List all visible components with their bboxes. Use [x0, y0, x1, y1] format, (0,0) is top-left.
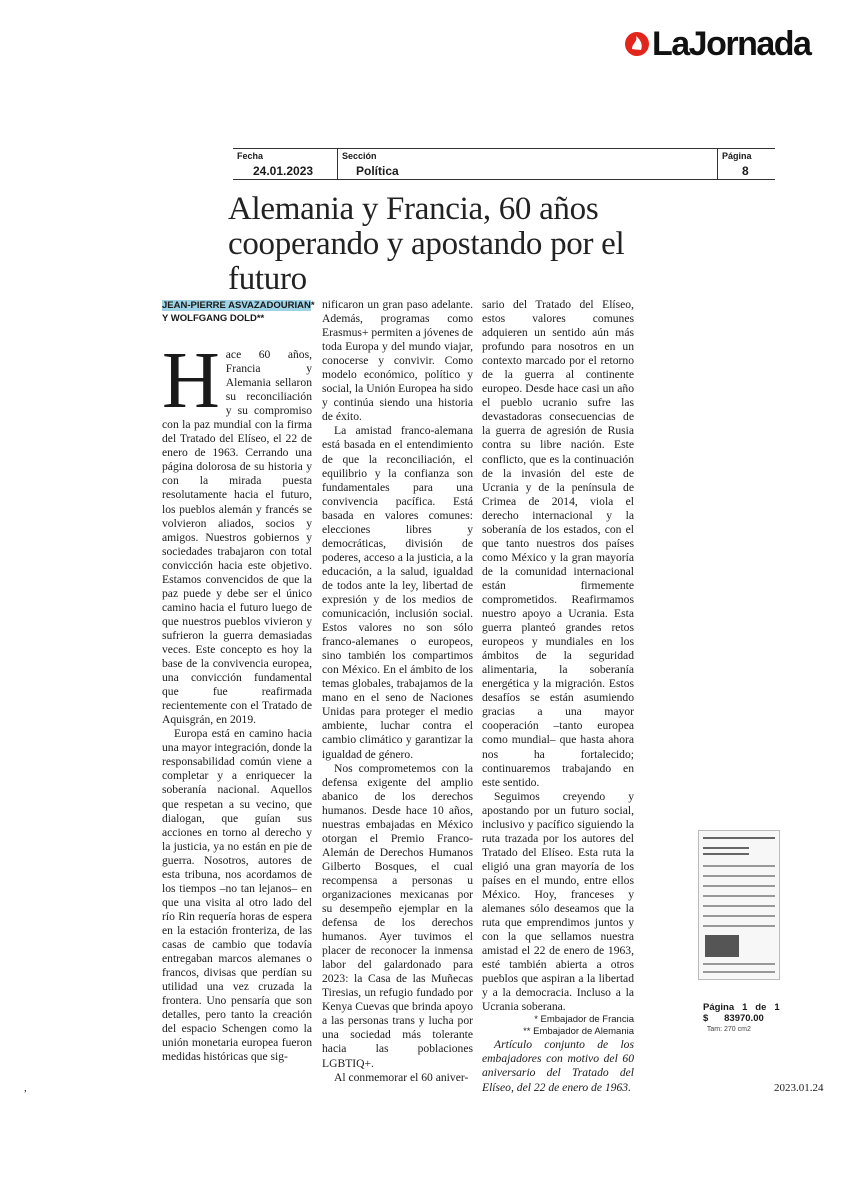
thumbnail-line: [703, 895, 775, 897]
pagina-label: Página: [703, 1002, 735, 1013]
paragraph-text: ace 60 años, Francia y Alemania sellaron su reconciliación y su compromiso con la paz mundial con la firma del Tratado del Elíseo, el 22 de enero de 1963. Cerrando una página dolorosa de su historia y con la mirada puesta resolutamente hacia el futuro, los pueblos alemán y francés se volvieron aliados, socios y amigos. Nuestros gobiernos y sociedades trabajaron con total convicción hacia este objetivo. Estamos convencidos de que la paz puede y debe ser el único camino hacia el futuro luego de que nuestros pueblos vivieron y sufrieron la guerra demasiadas veces. Este concepto es hoy la base de la convivencia europea, una convicción fundamental que fue reafirmada recientemente con el Tratado de Aquisgrán, en 2019.: [162, 348, 312, 727]
tam-label: Tam:: [706, 1026, 723, 1033]
thumbnail-line: [703, 837, 775, 839]
thumbnail-line: [703, 905, 775, 907]
tam-value: 270 cm2: [724, 1026, 751, 1033]
thumbnail-line: [703, 865, 775, 867]
page-thumbnail: [698, 830, 780, 980]
fecha-cell: [233, 149, 337, 179]
paragraph: Seguimos creyendo y apostando por un futuro social, inclusivo y pacífico siguiendo la ruta trazada por los autores del Tratado del Elíseo. Esta ruta la eligió una gran mayoría de los países en el mundo, entre ellos México. Hoy, franceses y alemanes sólo deseamos que la ruta que emprendimos juntos y con la que sellamos nuestra amistad el 22 de enero de 1963, esté también abierta a otros pueblos que aspiran a la libertad y a la democracia. Incluso a la Ucrania soberana.: [482, 789, 634, 1014]
paragraph: La amistad franco-alemana está basada en el entendimiento de que la reconciliación, el equilibrio y la confianza son fundamentales para una convivencia pacífica. Está basada en valores comunes: elecciones libres y democráticas, división de poderes, acceso a la justicia, a la educación, a la salud, igualdad de todos ante la ley, libertad de expresión y de los medios de comunicación, inclusión social. Estos valores no son sólo franco-alemanes o europeos, sino también los compartimos con México. En el ámbito de los temas globales, trabajamos de la mano en el seno de Naciones Unidas para proteger el medio ambiente, luchar contra el cambio climático y garantizar la igualdad de género.: [322, 424, 473, 761]
metadata-header: [233, 148, 775, 180]
seccion-label: Sección: [342, 151, 377, 161]
thumbnail-line: [703, 915, 775, 917]
pagina-cell: [717, 149, 776, 179]
thumbnail-line: [703, 853, 749, 855]
article-note: Artículo conjunto de los embajadores con motivo del 60 aniversario del Tratado del Elíseo, del 22 de enero de 1963.: [482, 1038, 634, 1094]
article-column-3: [482, 298, 634, 1095]
amount-value: 83970.00: [724, 1013, 764, 1024]
thumbnail-photo: [705, 935, 739, 957]
date-stamp: 2023.01.24: [774, 1082, 824, 1094]
page-count: [703, 1002, 780, 1013]
author-1-mark: *: [310, 300, 315, 311]
thumbnail-line: [703, 847, 749, 849]
fecha-value: 24.01.2023: [253, 164, 314, 178]
article-headline: Alemania y Francia, 60 años cooperando y apostando por el futuro: [228, 191, 625, 297]
thumbnail-line: [703, 875, 775, 877]
seccion-cell: [337, 149, 718, 179]
paragraph: [162, 337, 312, 727]
drop-cap: H: [162, 337, 220, 425]
author-1: JEAN-PIERRE ASVAZADOURIAN: [162, 300, 311, 311]
byline: [162, 299, 337, 325]
paragraph: nificaron un gran paso adelante. Además, programas como Erasmus+ permiten a jóvenes de toda Europa y del mundo viajar, conocerse y convivir. Como modelo económico, político y social, la Unión Europea ha sido y continúa siendo una historia de éxito.: [322, 298, 473, 424]
la-jornada-logo: [624, 22, 838, 66]
pagina-total: 1: [774, 1002, 780, 1013]
article-column-1: [162, 337, 312, 1064]
currency-symbol: $: [703, 1013, 709, 1024]
footnote-francia: * Embajador de Francia: [534, 1014, 634, 1026]
pagina-number: 1: [742, 1002, 748, 1013]
fecha-label: Fecha: [237, 151, 264, 161]
author-2: Y WOLFGANG DOLD**: [162, 313, 265, 324]
page-info: [703, 1002, 780, 1035]
paragraph: sario del Tratado del Elíseo, estos valores comunes adquieren un sentido aún más profundo para nosotros en un contexto marcado por el retorno de la guerra al continente europeo. Desde hace casi un año el pueblo ucranio sufre las devastadoras consecuencias de la guerra de agresión de Rusia contra su libre nación. Este conflicto, que es la continuación de la invasión del este de Ucrania y de la península de Crimea de 2014, viola el derecho internacional y la soberanía de los estados, con el que tanto nuestros dos países como México y la gran mayoría de la comunidad internacional están firmemente comprometidos. Reafirmamos nuestro apoyo a Ucrania. Esta guerra planteó grandes retos europeos y mundiales en los ámbitos de la seguridad alimentaria, la soberanía energética y la migración. Estos desafíos se están asumiendo gracias a una mayor cooperación –tanto europea como mundial– que hasta ahora nos ha fortalecido; continuaremos trabajando en este sentido.: [482, 298, 634, 789]
logo-wordmark: LaJornada: [652, 24, 811, 63]
stray-mark: ,: [24, 1082, 27, 1094]
article-column-2: [322, 298, 473, 1085]
paragraph: Europa está en camino hacia una mayor integración, donde la responsabilidad común viene a completar y a enriquecer la soberanía nacional. Aquellos que respetan a su vecino, que dialogan, que guían sus acciones en torno al derecho y la justicia, ya no están en pie de guerra. Nosotros, autores de esta tribuna, nos acordamos de los tiempos –no tan lejanos– en que una visita al otro lado del río Rin requería horas de espera en la estación fronteriza, de las casas de cambio que todavía entregaban marcos alemanes o francos, divisas que perdían su utilidad una vez cruzada la frontera. Uno pensaría que son detalles, pero tanto la creación del espacio Schengen como la unión monetaria europea fueron medidas históricas que sig-: [162, 727, 312, 1064]
thumbnail-line: [703, 963, 775, 965]
pagina-label: Página: [722, 151, 752, 161]
page-size: [703, 1024, 780, 1035]
page-value: [703, 1013, 780, 1024]
paragraph: Al conmemorar el 60 aniver-: [334, 1070, 469, 1084]
pagina-value: 8: [742, 164, 749, 178]
thumbnail-line: [703, 885, 775, 887]
de-label: de: [755, 1002, 767, 1013]
thumbnail-line: [703, 971, 775, 973]
footnote-alemania: ** Embajador de Alemania: [523, 1026, 634, 1038]
thumbnail-line: [703, 925, 775, 927]
paragraph: Nos comprometemos con la defensa exigente del amplio abanico de los derechos humanos. Desde hace 10 años, nuestras embajadas en México otorgan el Premio Franco-Alemán de Derechos Humanos Gilberto Bosques, el cual recompensa a personas u organizaciones mexicanas por su desempeño ejemplar en la defensa de los derechos humanos. Ayer tuvimos el placer de reconocer la inmensa labor del galardonado para 2023: la Casa de las Muñecas Tiresias, un refugio fundado por Kenya Cuevas que brinda apoyo a las personas trans y lucha por una sociedad más tolerante hacia las poblaciones LGBTIQ+.: [322, 761, 473, 1070]
seccion-value: Política: [356, 164, 399, 178]
flame-logo-icon: [624, 31, 650, 57]
